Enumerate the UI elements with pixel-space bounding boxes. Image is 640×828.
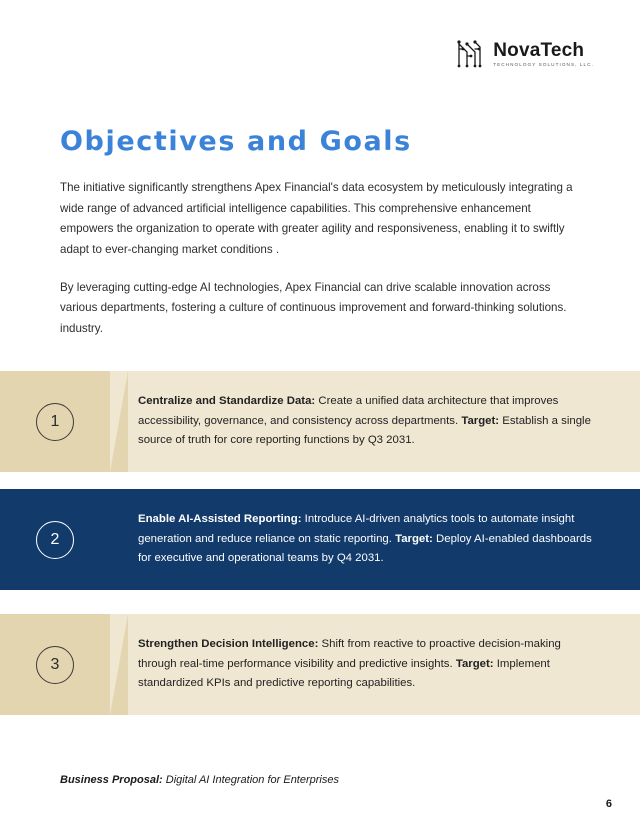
footer-note [60,774,339,786]
objective-number: 3 [36,646,74,684]
objective-target-body: Implement standardized KPIs and predictive reporting capabilities. [138,657,550,690]
objective-item [0,371,640,472]
objective-number: 2 [36,521,74,559]
objective-heading: Centralize and Standardize Data: [138,394,316,407]
brand-tagline: TECHNOLOGY SOLUTIONS, LLC. [493,62,594,68]
objective-content [110,489,640,590]
page-number: 6 [605,798,612,810]
objective-target-label: Target: [461,414,500,427]
objective-item [0,614,640,715]
page-title: Objectives and Goals [60,126,412,157]
objective-body: Create a unified data architecture that improves accessibility, governance, and consistency across departments. [138,394,559,427]
objective-target-label: Target: [395,532,433,545]
brand-name: NovaTech [493,39,585,61]
objective-target-body: Deploy AI-enabled dashboards for executive and operational teams by Q4 2031. [138,532,592,565]
objective-number: 1 [36,403,74,441]
objective-text [132,392,596,452]
objective-text [132,635,596,695]
objective-content [110,614,640,715]
intro-section [60,178,576,339]
objective-heading: Enable AI-Assisted Reporting: [138,512,302,525]
objective-body: Introduce AI-driven analytics tools to automate insight generation and reduce reliance on static reporting. [138,512,575,545]
objective-body: Shift from reactive to proactive decision-making through real-time performance visibility and predictive insights. [138,637,561,670]
objective-target-label: Target: [455,657,494,670]
objective-number-block [0,489,110,590]
objective-number-block [0,371,110,472]
intro-paragraph-1: The initiative significantly strengthens Apex Financial's data ecosystem by meticulously integrating a wide range of advanced artificial intelligence capabilities. This comprehensive enhancement empowers the organization to operate with greater agility and responsiveness, enabling it to swiftly adapt to ever-changing market conditions . [60,181,573,256]
footer-bold: Business Proposal: [60,774,163,786]
objective-content [110,371,640,472]
footer-italic: Digital AI Integration for Enterprises [162,774,339,786]
objective-number-block [0,614,110,715]
objective-target-body: Establish a single source of truth for core reporting functions by Q3 2031. [138,414,591,447]
circuit-node-icon [454,38,484,70]
brand-logo [454,38,594,70]
objective-heading: Strengthen Decision Intelligence: [138,637,319,650]
objective-item [0,489,640,590]
brand-text [493,41,594,68]
intro-paragraph-2: By leveraging cutting-edge AI technologies, Apex Financial can drive scalable innovation across various departments, fostering a culture of continuous improvement and forward-thinking solutions. industry. [60,280,567,335]
objective-text [132,510,596,570]
